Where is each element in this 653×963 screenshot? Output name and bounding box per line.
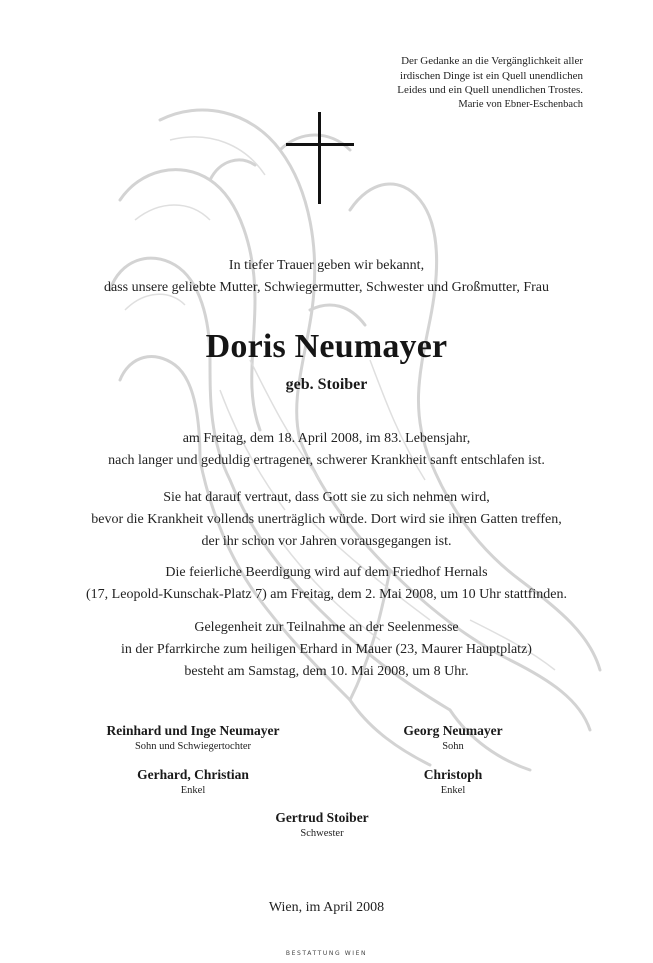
mourner-relation: Sohn und Schwiegertochter [134, 741, 252, 752]
mourner-name: Gerhard, Christian [137, 767, 249, 782]
mourner-name: Christoph [423, 767, 483, 782]
mourner-relation: Enkel [180, 785, 206, 796]
mourner-entry [378, 766, 528, 798]
mourner-relation: Enkel [440, 785, 466, 796]
intro-line: In tiefer Trauer geben wir bekannt, [228, 258, 425, 273]
mourner-name: Georg Neumayer [403, 723, 503, 738]
funeral-home-footer: BESTATTUNG WIEN [285, 950, 368, 957]
paragraph-line: der ihr schon vor Jahren vorausgegangen ist. [201, 534, 452, 549]
mourner-name: Gertrud Stoiber [275, 810, 369, 825]
mourner-name: Reinhard und Inge Neumayer [106, 723, 280, 738]
place-date: Wien, im April 2008 [268, 900, 385, 915]
paragraph-line: besteht am Samstag, dem 10. Mai 2008, um 8 Uhr. [184, 664, 469, 679]
paragraph-line: (17, Leopold-Kunschak-Platz 7) am Freitag, dem 2. Mai 2008, um 10 Uhr stattfinden. [86, 587, 567, 602]
quote-line: irdischen Dinge ist ein Quell unendlichen [400, 69, 583, 82]
deceased-name: Doris Neumayer [205, 328, 448, 365]
funeral-paragraph [0, 562, 653, 606]
intro-line: dass unsere geliebte Mutter, Schwiegermutter, Schwester und Großmutter, Frau [103, 280, 550, 295]
mourner-relation: Sohn [442, 741, 464, 752]
paragraph-line: bevor die Krankheit vollends unerträglich würde. Dort wird sie ihren Gatten treffen, [91, 512, 562, 527]
mourner-entry [378, 722, 528, 754]
intro-text [0, 255, 653, 299]
paragraph-line: Gelegenheit zur Teilnahme an der Seelenmesse [194, 620, 459, 635]
paragraph-line: Die feierliche Beerdigung wird auf dem Friedhof Hernals [165, 565, 488, 580]
mourner-relation: Schwester [300, 828, 344, 839]
quote-line: Leides und ein Quell unendlichen Trostes. [397, 84, 583, 96]
paragraph-line: in der Pfarrkirche zum heiligen Erhard in Mauer (23, Maurer Hauptplatz) [121, 642, 532, 657]
paragraph-line: am Freitag, dem 18. April 2008, im 83. Lebensjahr, [182, 431, 471, 446]
mourner-entry [93, 722, 293, 754]
faith-paragraph [0, 487, 653, 553]
epigraph-quote [353, 54, 583, 112]
paragraph-line: nach langer und geduldig ertragener, schwerer Krankheit sanft entschlafen ist. [108, 453, 545, 468]
mourner-entry [222, 809, 422, 841]
mourner-entry [93, 766, 293, 798]
quote-author: Marie von Ebner-Eschenbach [458, 98, 583, 110]
latin-cross-icon [286, 112, 354, 204]
mass-paragraph [0, 617, 653, 683]
death-paragraph [0, 428, 653, 472]
maiden-name: geb. Stoiber [285, 376, 368, 393]
paragraph-line: Sie hat darauf vertraut, dass Gott sie zu sich nehmen wird, [163, 490, 490, 505]
quote-line: Der Gedanke an die Vergänglichkeit aller [401, 55, 583, 67]
